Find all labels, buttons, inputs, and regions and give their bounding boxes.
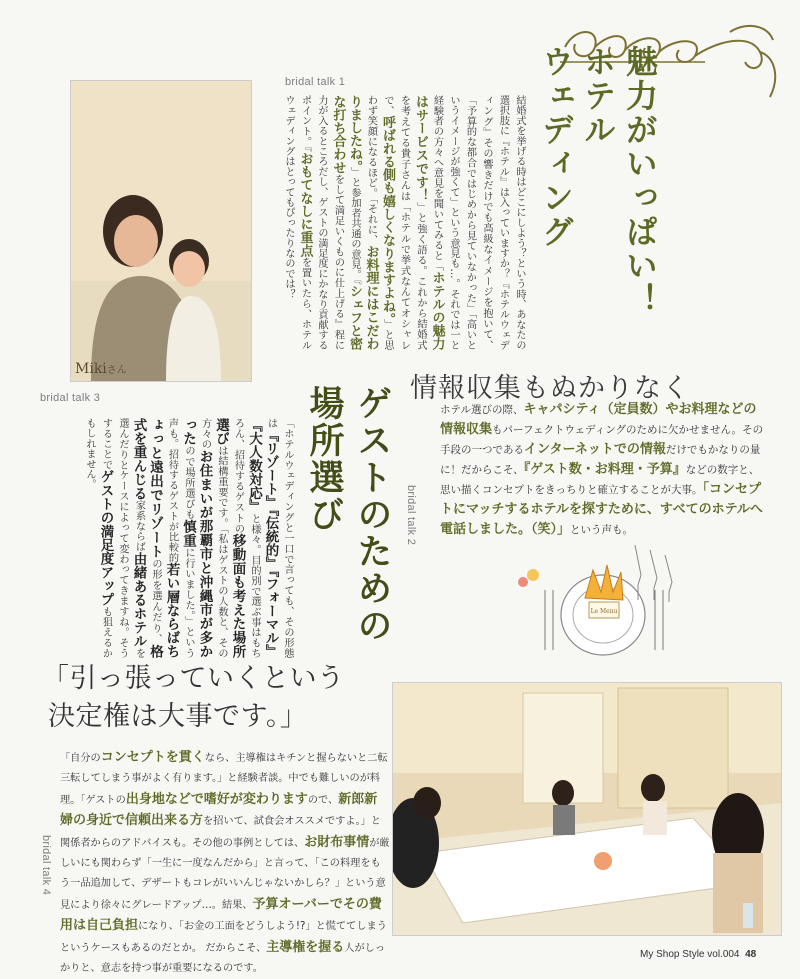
section1-text-run: ホテルの魅力はサービスです！ [413, 95, 445, 351]
section1-text-run: 結婚式を挙げる時はどこにしよう？という時、あなたの選択肢に『ホテル』は入っていますか？『ホテルウェディング』その響きだけでも高級なイメージを抱いて、「予算的な都合ではじめから見ていなかった」「高いというイメージが強くて」という意見も…。それでは一と経験者の方々へ意見を聞いてみると「 [431, 95, 525, 350]
section4-label: bridal talk 4 [40, 835, 52, 896]
section3-text-run: 移動面も考えた場所選び [213, 418, 246, 659]
section3-title [300, 385, 396, 655]
section4-text-run: 人がしっかりと、意志を持つ事が重要になるのです。 [60, 942, 386, 975]
section2-text-run: もパーフェクトウェディングのために欠かせません。その手段の一つである [440, 424, 764, 456]
section4-text-run: 主導権を握る [266, 939, 345, 955]
section4-heading [42, 660, 345, 736]
footer [640, 949, 756, 960]
section3-text-run: ゲストの満足度アップ [97, 469, 114, 607]
section2-text-run: インターネットでの情報 [524, 442, 666, 457]
menu-card-text: Le Menu [590, 608, 618, 615]
section1-label: bridal talk 1 [285, 76, 346, 88]
section2-text-run: などの数字と、思い描くコンセプトをきっちりと確立することが大事。 [440, 464, 760, 496]
section4-text-run: 「自分の [60, 753, 101, 764]
section3-text-run: を選んだりとケースによって変わってきますね。そうすることで [100, 418, 145, 659]
section1-text-run: をして満足いくものに仕上げる』程に力が入るところだし、ゲストの満足度にかなり貢献するポイント。『 [299, 95, 344, 350]
section4-text-run: 出身地などで嗜好が変わります [125, 791, 308, 807]
section1-body [262, 95, 527, 350]
section2-text-run: 「コンセプトにマッチするホテルを探すために、すべてのホテルへ電話しました。（笑）」 [440, 482, 763, 537]
section3-text-run: 若い層ならばちょっと遠出でリゾート [147, 418, 180, 658]
section4-text-run: になり、「お金の工面をどうしよう!?」と慌ててしまうというケースもあるのだとか。 だからこそ、 [60, 921, 387, 954]
section4-text-run: が厳しいにも関わらず「一生に一度なんだから」と言って、「この料理をもう一品追加して、デザートもコレがいいんじゃないかしら？」という意見により徐々にグレードアップ…。結果、 [60, 837, 390, 911]
section4-text-run: 予算オーバーでその費用は自己負担 [60, 896, 382, 934]
section2-label: bridal talk 2 [405, 485, 417, 546]
meeting-scene [393, 683, 781, 935]
section1-title-line: ウェディング [537, 45, 575, 249]
section1-text-run: 」と思わず笑顔になるほど。「それに、 [365, 95, 393, 351]
section3-text-run: 由緒あるホテル [130, 552, 147, 648]
section1-text-run: 呼ばれる側も嬉しくなりますよね。 [380, 115, 395, 320]
section4-text-run: 新郎新婦の身近で信頼出来る方 [60, 791, 378, 829]
section3-label: bridal talk 3 [40, 392, 101, 404]
section4-body [60, 748, 390, 979]
section1-title-line: ホテル [579, 45, 617, 147]
section2-text-run: キャパシティ（定員数）やお料理などの情報収集 [440, 402, 757, 437]
person-name-suffix: さん [106, 365, 127, 376]
photo-figure [71, 81, 251, 381]
section1-text-run: 」と強く語る。これから結婚式を考えてる貴子さんは「ホテルで挙式なんてオシャレで、 [382, 95, 426, 350]
section4-text-run: を招いて、試食会オススメですよ。」と関係者からのアドバイスも。その他の事例としては、 [60, 816, 381, 849]
section4-text-run: お財布事情 [304, 834, 370, 850]
section2-body [440, 400, 765, 540]
section3-text-run: ので場所選びも [183, 445, 194, 520]
section4-heading-line: 決定権は大事です。」 [48, 701, 308, 732]
section2-text-run: だけでもかなりの量に！だからこそ、 [440, 444, 761, 476]
section3-text-run: は結構重要です。「私はゲストの人数と、その方々の [199, 418, 227, 658]
section1-title-line: 魅力がいっぱい！ [621, 45, 659, 317]
section3-text-run: も狙えるかもしれません。 [84, 418, 112, 659]
section2-text-run: ホテル選びの際、 [440, 404, 524, 416]
section1-text-run: を置いたら、ホテルウェディングはとってもぴったりなのでは？ [283, 95, 311, 350]
table-setting-illustration [515, 540, 690, 660]
section4-text-run: なら、主導権はキチンと握らないと二転三転してしまう事がよく有ります。」と経験者談。中でも難しいのが料理。「ゲストの [60, 753, 388, 806]
section3-title-line: ゲストのための [352, 385, 392, 644]
footer-magazine: My Shop Style vol.004 [640, 949, 740, 960]
section1-text-run: シェフと密な打ち合わせ [330, 95, 362, 350]
section3-body [45, 418, 295, 658]
section3-text-run: 「ホテルウェディングと一口で言っても、その形態は [265, 418, 293, 658]
section3-text-run: お住まいが那覇市と沖縄市が多かった [180, 418, 213, 659]
section1-title [535, 45, 661, 355]
section3-text-run: と様々。目的別で選ぶ事はもちろん、招待するゲストの [232, 418, 260, 658]
section1-text-run: おもてなしに重点 [297, 151, 313, 258]
photo-meeting-room [392, 682, 782, 936]
section3-text-run: 慎重 [180, 519, 196, 548]
section3-text-run: の形を選んだり、 [150, 558, 161, 645]
section2-text-run: という声も。 [570, 524, 634, 536]
person-name: Miki [75, 361, 107, 377]
section3-title-line: 場所選び [304, 385, 344, 533]
section3-text-run: 『リゾート』『伝統的』『フォーマル』『大人数対応』 [246, 418, 279, 658]
section3-text-run: に行いました。」という声も。招待するゲストが比較的 [166, 418, 194, 659]
section3-text-run: 家系ならば [133, 500, 145, 553]
section4-heading-line: 「引っ張っていくという [42, 663, 345, 694]
section4-text-run: ので、 [307, 794, 339, 806]
footer-page-number: 48 [745, 949, 757, 960]
section2-heading: 情報収集もぬかりなく [410, 373, 690, 404]
section4-text-run: コンセプトを貫く [100, 750, 205, 765]
section1-text-run: お料理にはこだわりましたね。 [347, 95, 379, 350]
section2-text-run: 『ゲスト数・お料理・予算』 [523, 462, 686, 477]
section3-text-run: 格式を重んじる [130, 418, 163, 658]
section1-text-run: 」と参加者共通の意見。『 [349, 166, 360, 285]
photo-mother-baby [70, 80, 252, 382]
